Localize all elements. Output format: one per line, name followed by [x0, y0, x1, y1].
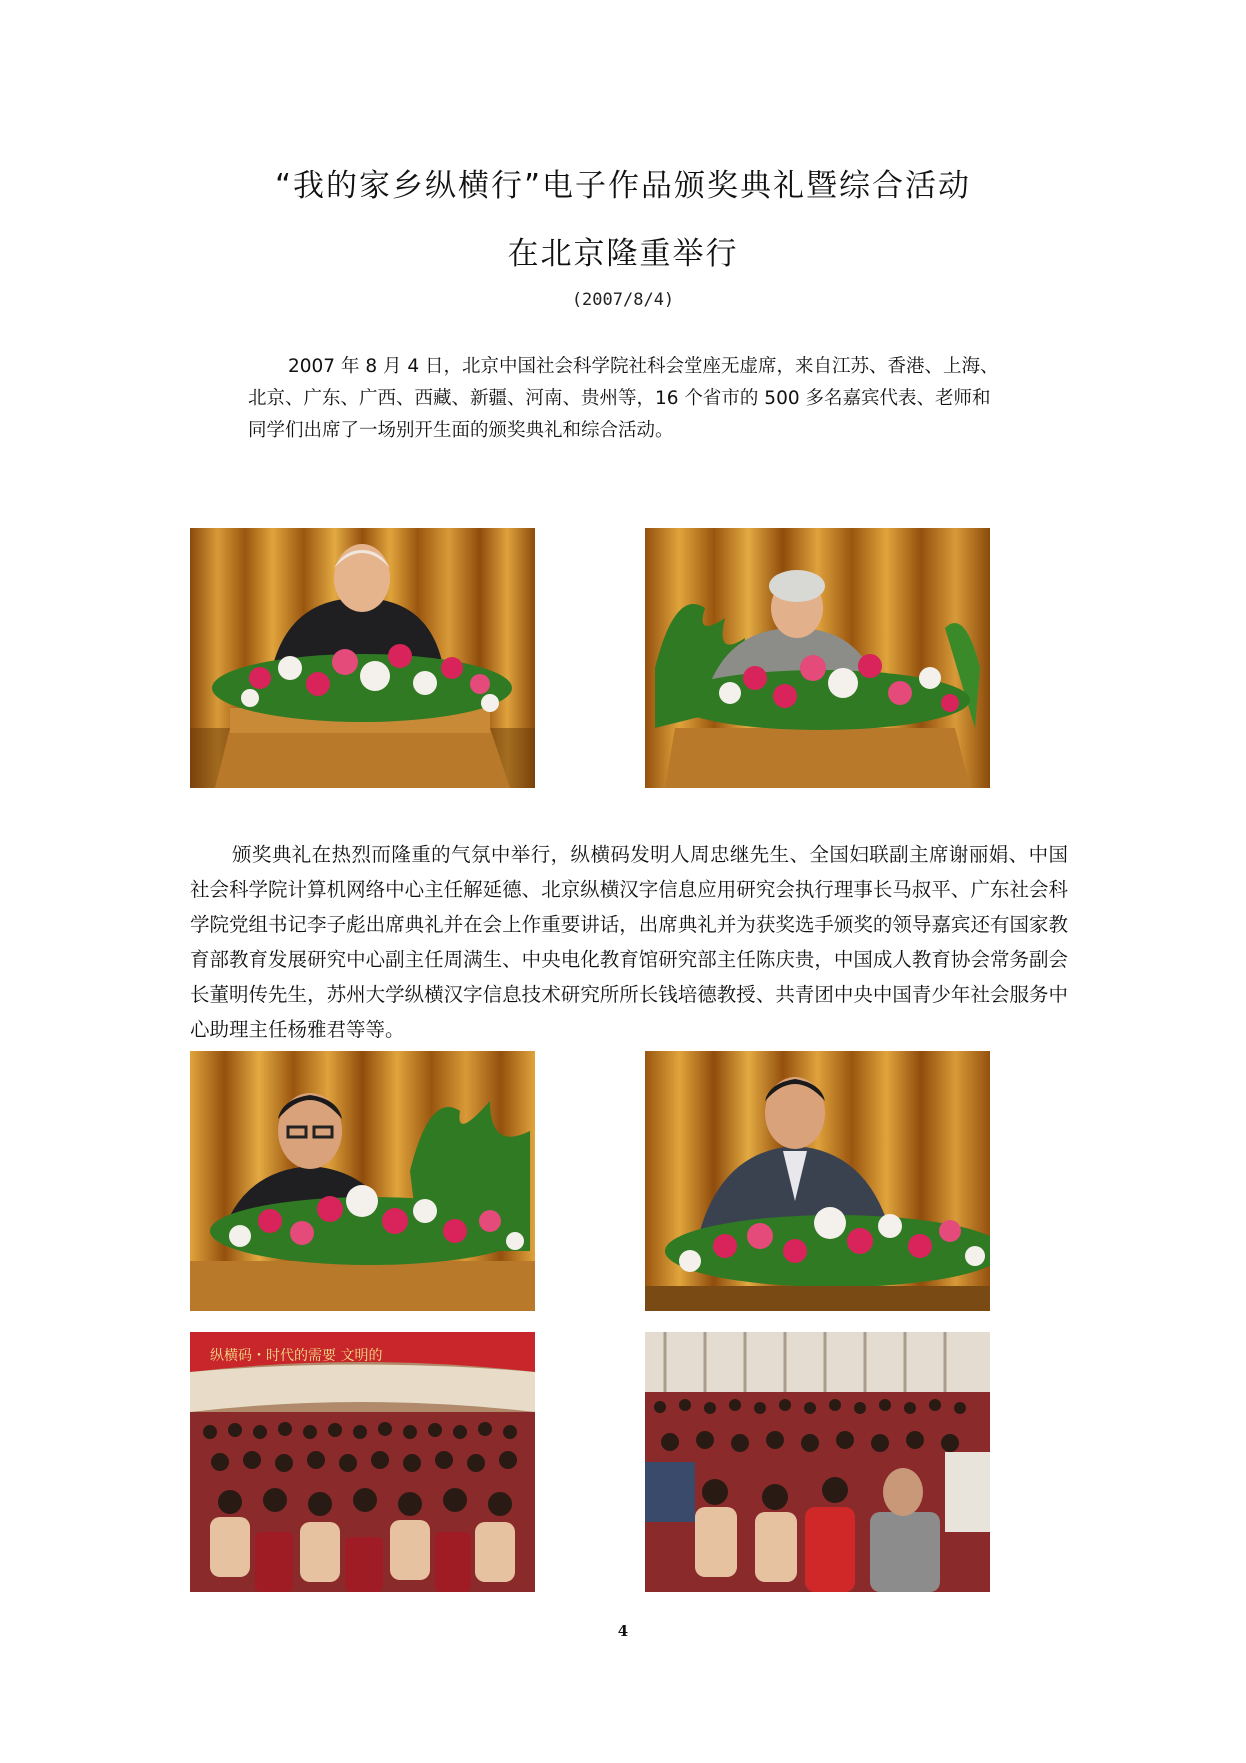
page-number: 4	[617, 1622, 629, 1640]
photo-speaker-1	[190, 528, 535, 788]
banner-text: 纵横码・时代的需要 文明的	[210, 1348, 383, 1364]
photo-audience-2	[645, 1332, 990, 1592]
photo-speaker-2	[645, 528, 990, 788]
intro-paragraph: 2007 年 8 月 4 日，北京中国社会科学院社科会堂座无虚席，来自江苏、香港、上海、北京、广东、广西、西藏、新疆、河南、贵州等，16 个省市的 500 多名嘉宾代表、老师和同学们出席了一场别开生面的颁奖典礼和综合活动。	[248, 356, 999, 441]
body-paragraph: 颁奖典礼在热烈而隆重的气氛中举行，纵横码发明人周忠继先生、全国妇联副主席谢丽娟、中国社会科学院计算机网络中心主任解延德、北京纵横汉字信息应用研究会执行理事长马叔平、广东社会科学院党组书记李子彪出席典礼并在会上作重要讲话，出席典礼并为获奖选手颁奖的领导嘉宾还有国家教育部教育发展研究中心副主任周满生、中央电化教育馆研究部主任陈庆贵，中国成人教育协会常务副会长董明传先生，苏州大学纵横汉字信息技术研究所所长钱培德教授、共青团中央中国青少年社会服务中心助理主任杨雅君等等。	[190, 843, 1068, 1041]
document-date: (2007/8/4)	[571, 290, 675, 310]
document-title-line-1: “我的家乡纵横行”电子作品颁奖典礼暨综合活动	[274, 168, 972, 204]
document-title-line-2: 在北京隆重举行	[507, 236, 739, 272]
photo-audience-1	[190, 1332, 535, 1592]
photo-speaker-4	[645, 1051, 990, 1311]
photo-speaker-3	[190, 1051, 535, 1311]
